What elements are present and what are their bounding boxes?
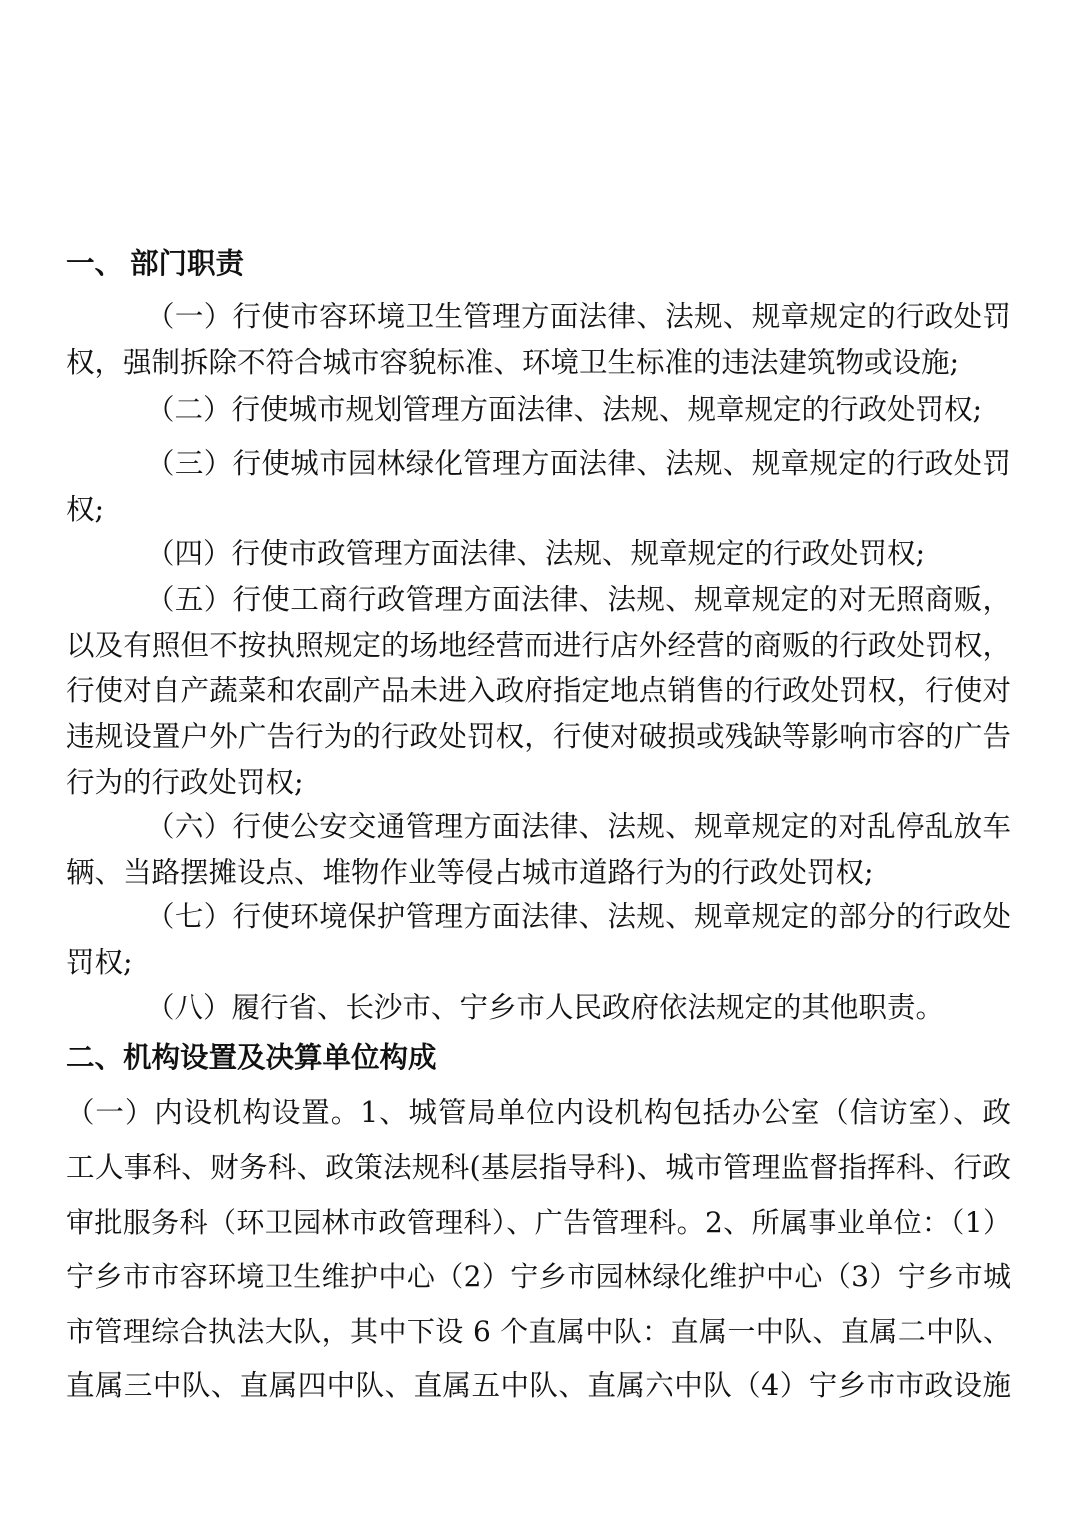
paragraph-line: （二）行使城市规划管理方面法律、法规、规章规定的行政处罚权; xyxy=(146,393,983,426)
paragraph-line: 权; xyxy=(66,493,105,526)
section-1-heading xyxy=(66,245,244,283)
paragraph-line: （一）行使市容环境卫生管理方面法律、法规、规章规定的行政处罚 xyxy=(146,300,1011,333)
section-2-heading: 二、机构设置及决算单位构成 xyxy=(66,1041,437,1074)
paragraph-line: （五）行使工商行政管理方面法律、法规、规章规定的对无照商贩， xyxy=(146,583,1011,616)
paragraph-line: （八）履行省、长沙市、宁乡市人民政府依法规定的其他职责。 xyxy=(146,991,945,1024)
section-1-number: 一、 xyxy=(66,247,124,280)
paragraph-line: （六）行使公安交通管理方面法律、法规、规章规定的对乱停乱放车 xyxy=(146,810,1011,843)
section-1-title: 部门职责 xyxy=(130,247,245,280)
paragraph-line: 权，强制拆除不符合城市容貌标准、环境卫生标准的违法建筑物或设施; xyxy=(66,346,960,379)
paragraph-line: （七）行使环境保护管理方面法律、法规、规章规定的部分的行政处 xyxy=(146,900,1011,933)
paragraph-line: 辆、当路摆摊设点、堆物作业等侵占城市道路行为的行政处罚权; xyxy=(66,856,874,889)
paragraph-line: 行使对自产蔬菜和农副产品未进入政府指定地点销售的行政处罚权，行使对 xyxy=(66,674,1011,707)
paragraph-line: 以及有照但不按执照规定的场地经营而进行店外经营的商贩的行政处罚权， xyxy=(66,629,1011,662)
paragraph-line: 工人事科、财务科、政策法规科(基层指导科)、城市管理监督指挥科、行政 xyxy=(66,1151,1011,1184)
paragraph-line: 直属三中队、直属四中队、直属五中队、直属六中队（4）宁乡市市政设施 xyxy=(66,1369,1011,1402)
paragraph-line: 行为的行政处罚权; xyxy=(66,766,304,799)
paragraph-line: （三）行使城市园林绿化管理方面法律、法规、规章规定的行政处罚 xyxy=(146,447,1011,480)
paragraph-line: （四）行使市政管理方面法律、法规、规章规定的行政处罚权; xyxy=(146,537,926,570)
paragraph-line: 审批服务科（环卫园林市政管理科）、广告管理科。2、所属事业单位：（1） xyxy=(66,1206,1011,1239)
paragraph-line: （一）内设机构设置。1、城管局单位内设机构包括办公室（信访室）、政 xyxy=(66,1096,1011,1129)
paragraph-line: 市管理综合执法大队，其中下设 6 个直属中队：直属一中队、直属二中队、 xyxy=(66,1315,1011,1348)
paragraph-line: 宁乡市市容环境卫生维护中心（2）宁乡市园林绿化维护中心（3）宁乡市城 xyxy=(66,1260,1011,1293)
paragraph-line: 违规设置户外广告行为的行政处罚权，行使对破损或残缺等影响市容的广告 xyxy=(66,720,1011,753)
paragraph-line: 罚权; xyxy=(66,946,133,979)
